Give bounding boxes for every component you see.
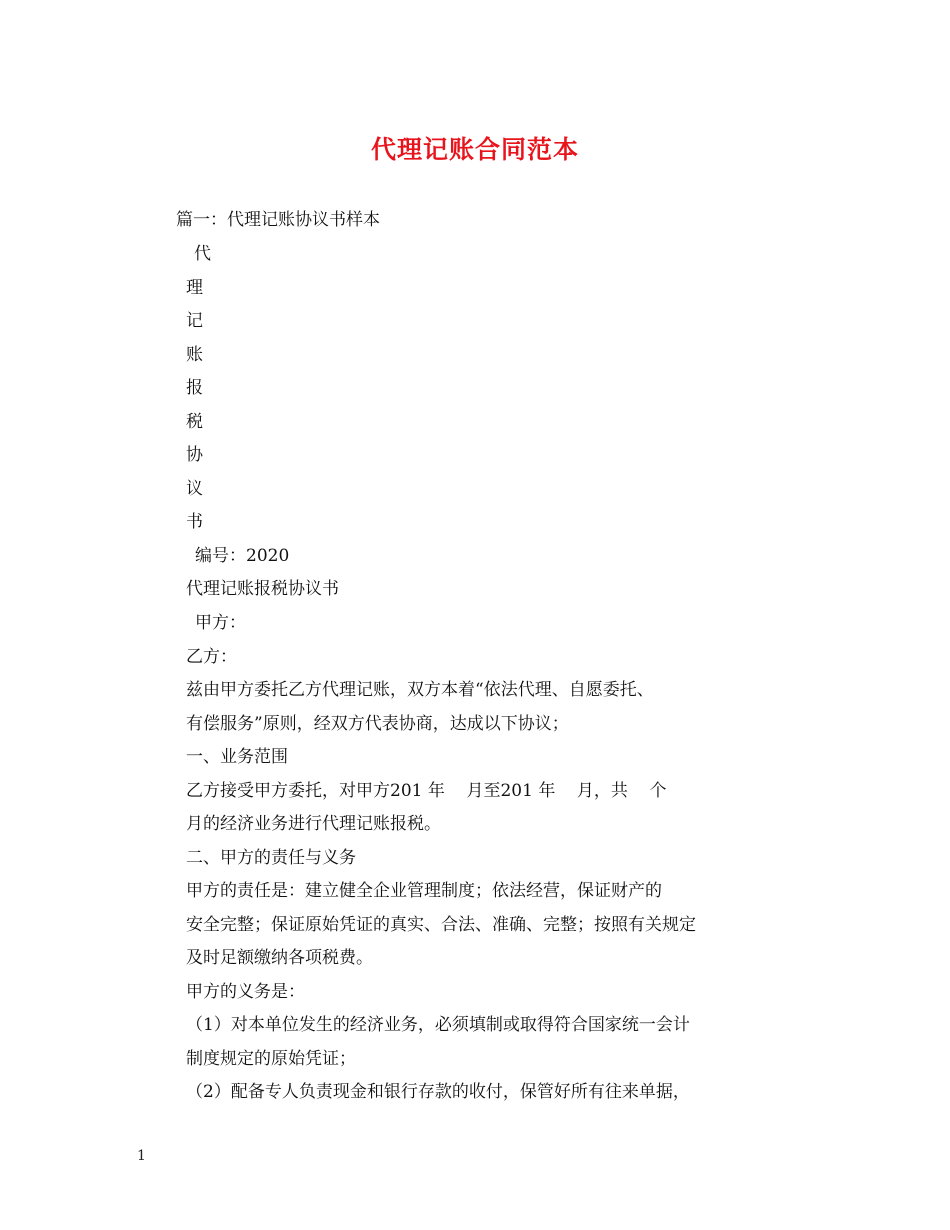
- vertical-title-char: 议: [186, 479, 203, 499]
- section-heading: 二、甲方的责任与义务: [186, 848, 356, 868]
- intro-paragraph-line: 有偿服务”原则，经双方代表协商，达成以下协议；: [186, 714, 569, 734]
- vertical-title-char: 账: [186, 345, 203, 365]
- agreement-subtitle: 代理记账报税协议书: [186, 579, 339, 599]
- party-b-label: 乙方：: [186, 647, 237, 667]
- duty-paragraph-line: 甲方的责任是：建立健全企业管理制度；依法经营，保证财产的: [186, 881, 662, 901]
- duty-paragraph-line: 安全完整；保证原始凭证的真实、合法、准确、完整；按照有关规定: [186, 915, 696, 935]
- section-paragraph-line: 乙方接受甲方委托，对甲方201 年 月至201 年 月，共 个: [186, 781, 667, 801]
- party-a-label: 甲方：: [195, 613, 246, 633]
- obligation-item-line: 制度规定的原始凭证；: [186, 1049, 356, 1069]
- vertical-title-char: 报: [186, 378, 203, 398]
- vertical-title-char: 税: [186, 412, 203, 432]
- section-paragraph-line: 月的经济业务进行代理记账报税。: [186, 814, 441, 834]
- obligation-heading: 甲方的义务是：: [186, 982, 305, 1002]
- vertical-title-char: 协: [186, 445, 203, 465]
- duty-paragraph-line: 及时足额缴纳各项税费。: [186, 948, 373, 968]
- page-number: 1: [137, 1148, 146, 1164]
- vertical-title-char: 代: [194, 244, 211, 264]
- section-heading: 一、业务范围: [186, 747, 288, 767]
- obligation-item-line: （2）配备专人负责现金和银行存款的收付，保管好所有往来单据，: [186, 1082, 690, 1102]
- obligation-item-line: （1）对本单位发生的经济业务，必须填制或取得符合国家统一会计: [186, 1015, 690, 1035]
- vertical-title-char: 记: [186, 311, 203, 331]
- intro-paragraph-line: 兹由甲方委托乙方代理记账，双方本着“依法代理、自愿委托、: [186, 680, 654, 700]
- article-heading: 篇一：代理记账协议书样本: [176, 210, 380, 230]
- document-title: 代理记账合同范本: [370, 135, 579, 164]
- vertical-title-char: 书: [186, 512, 203, 532]
- vertical-title-char: 理: [186, 278, 203, 298]
- contract-number: 编号：2020: [195, 546, 290, 566]
